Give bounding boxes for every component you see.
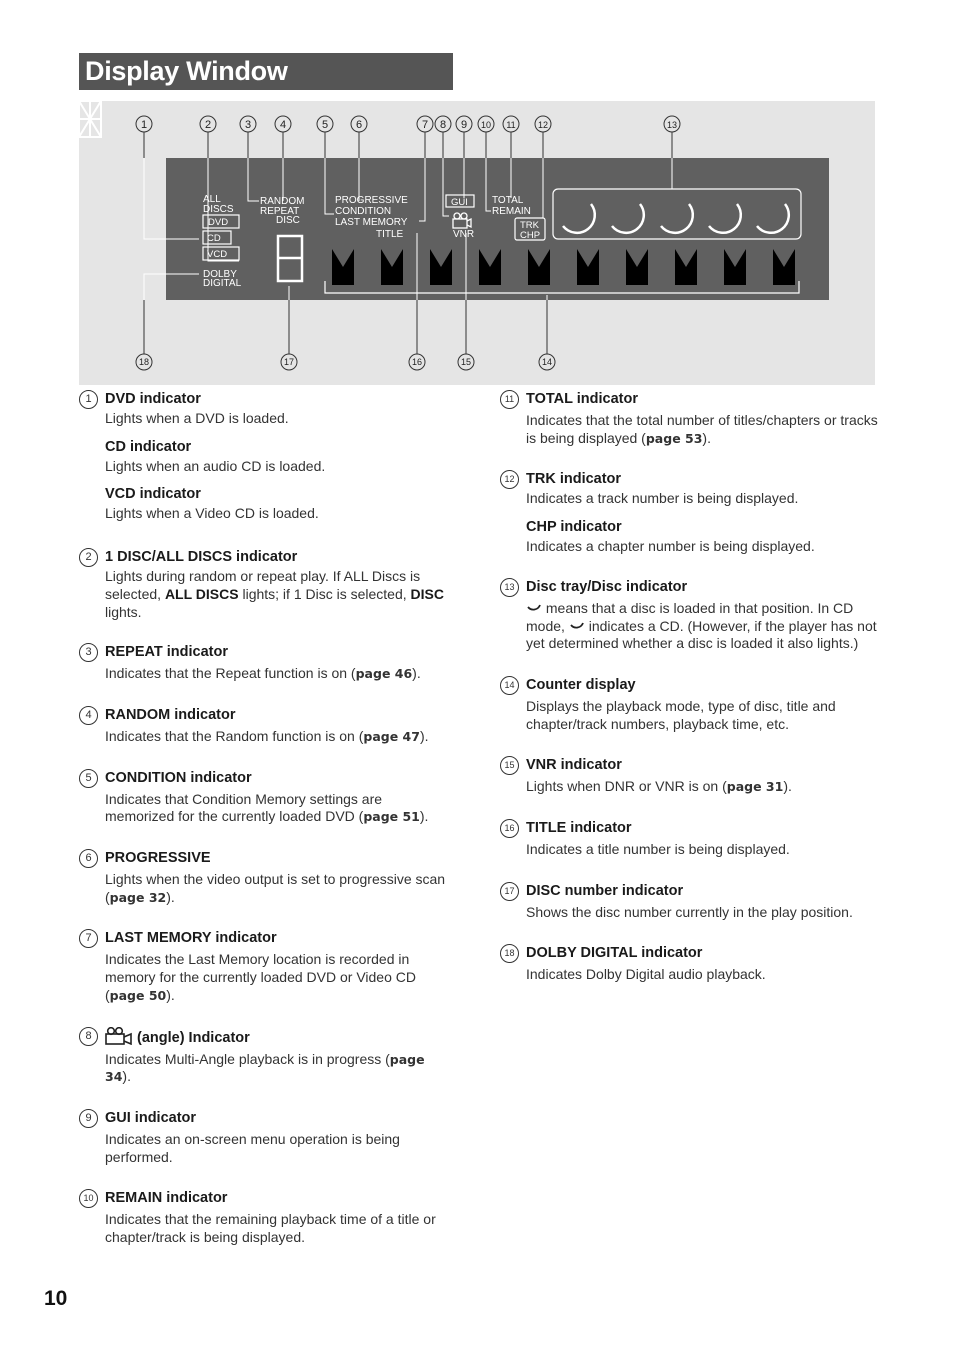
bottom-callouts xyxy=(136,354,555,370)
counter-digits xyxy=(79,101,101,137)
svg-text:REPEAT: REPEAT xyxy=(260,206,300,217)
callout-number: 17 xyxy=(500,882,519,901)
entry-description: Shows the disc number currently in the play position. xyxy=(526,903,853,920)
callout-6 xyxy=(351,116,367,132)
svg-text:8: 8 xyxy=(439,119,447,131)
svg-text:GUI: GUI xyxy=(451,197,468,208)
callout-9 xyxy=(456,116,472,132)
callout-4 xyxy=(275,116,291,132)
entry-title: TRK indicator xyxy=(526,471,622,488)
svg-text:14: 14 xyxy=(541,357,553,367)
disc-arc-icon xyxy=(526,603,542,615)
entry-title: 1 DISC/ALL DISCS indicator xyxy=(105,549,298,566)
entry-title: (angle) Indicator xyxy=(105,1027,451,1048)
entry-last-memory-indicator xyxy=(79,929,451,1004)
callout-number: 16 xyxy=(500,819,519,838)
entry-total-indicator xyxy=(500,390,878,447)
entry-description: Indicates that the Random function is on (page 47). xyxy=(105,727,429,744)
entry-disc-indicator xyxy=(79,548,451,621)
callout-2 xyxy=(200,116,216,132)
svg-text:DISC: DISC xyxy=(276,215,300,226)
callout-10 xyxy=(478,116,494,132)
entry-description: Indicates that the Repeat function is on (page 46). xyxy=(105,665,421,682)
entry-title: CHP indicator xyxy=(526,519,622,536)
svg-text:4: 4 xyxy=(279,119,287,131)
svg-text:TITLE: TITLE xyxy=(376,229,404,240)
callout-7 xyxy=(417,116,433,132)
entry-progressive-indicator xyxy=(79,849,451,906)
callout-13 xyxy=(664,116,680,132)
entry-description: Indicates an on-screen menu operation is being performed. xyxy=(105,1130,400,1165)
entry-title: GUI indicator xyxy=(105,1109,197,1126)
svg-text:DIGITAL: DIGITAL xyxy=(203,278,242,289)
angle-icon xyxy=(105,1027,133,1045)
svg-text:VNR: VNR xyxy=(453,229,475,240)
callout-number: 15 xyxy=(500,756,519,775)
entry-description: Indicates that the remaining playback time of a title or chapter/track is being displayed. xyxy=(105,1211,436,1246)
svg-text:7: 7 xyxy=(421,119,429,131)
section-header xyxy=(79,53,453,90)
svg-text:ALL: ALL xyxy=(203,194,221,205)
callout-number: 18 xyxy=(500,944,519,963)
display-diagram-svg xyxy=(79,101,875,385)
entry-description: Lights when the video output is set to progressive scan (page 32). xyxy=(105,871,446,905)
callout-number: 7 xyxy=(79,929,98,948)
entry-random-indicator xyxy=(79,706,451,746)
svg-text:18: 18 xyxy=(138,357,150,367)
entry-description: Lights when an audio CD is loaded. xyxy=(105,457,326,474)
entry-trk-indicator xyxy=(500,470,878,555)
svg-text:10: 10 xyxy=(480,120,492,130)
svg-text:3: 3 xyxy=(244,119,252,131)
callout-8 xyxy=(435,116,451,132)
entry-description: Indicates a chapter number is being displayed. xyxy=(526,538,815,555)
callout-1 xyxy=(136,116,152,132)
callout-number: 13 xyxy=(500,578,519,597)
svg-text:RANDOM: RANDOM xyxy=(260,196,305,207)
entry-description: Indicates Dolby Digital audio playback. xyxy=(526,966,766,983)
callout-number: 1 xyxy=(79,390,98,409)
svg-text:12: 12 xyxy=(537,120,549,130)
entry-title: RANDOM indicator xyxy=(105,706,236,723)
entry-description: Lights when a DVD is loaded. xyxy=(105,410,289,426)
entry-description: Lights when a Video CD is loaded. xyxy=(105,505,319,522)
entry-title: VCD indicator xyxy=(105,486,201,503)
callout-number: 10 xyxy=(79,1189,98,1208)
callout-number: 2 xyxy=(79,548,98,567)
entry-title-indicator xyxy=(500,819,878,859)
svg-text:PROGRESSIVE: PROGRESSIVE xyxy=(335,195,408,206)
svg-text:CHP: CHP xyxy=(520,230,541,241)
callout-3 xyxy=(240,116,256,132)
right-column xyxy=(500,390,878,984)
svg-text:CD: CD xyxy=(207,233,221,244)
page-title: Display Window xyxy=(85,56,288,86)
callout-number: 11 xyxy=(500,390,519,409)
entry-description: Indicates a track number is being displayed. xyxy=(526,490,799,507)
entry-description: Indicates Multi-Angle playback is in progress (page 34). xyxy=(105,1050,425,1085)
callout-5 xyxy=(317,116,333,132)
entry-dvd-indicator xyxy=(79,390,451,523)
callout-17 xyxy=(281,354,297,370)
entry-description: Lights during random or repeat play. If ALL Discs is selected, ALL DISCS lights; if 1 Disc is selected, DISC lights. xyxy=(105,568,444,620)
svg-text:DVD: DVD xyxy=(208,217,229,228)
disc-arc-icon xyxy=(569,621,585,633)
callout-number: 9 xyxy=(79,1109,98,1128)
page-number: 10 xyxy=(44,1287,68,1310)
svg-text:DOLBY: DOLBY xyxy=(203,269,237,280)
svg-text:VCD: VCD xyxy=(207,249,228,260)
entry-repeat-indicator xyxy=(79,643,451,683)
svg-text:13: 13 xyxy=(666,120,678,130)
svg-text:TOTAL: TOTAL xyxy=(492,195,524,206)
entry-remain-indicator xyxy=(79,1189,451,1246)
svg-text:5: 5 xyxy=(321,119,329,131)
entry-description: Indicates that the total number of titles/chapters or tracks is being displayed (page 53). xyxy=(526,412,878,446)
entry-title: Disc tray/Disc indicator xyxy=(526,578,688,595)
counter-digit xyxy=(79,101,101,137)
entry-title: PROGRESSIVE xyxy=(105,850,211,867)
svg-text:1: 1 xyxy=(140,119,148,131)
display-window-diagram xyxy=(79,101,875,385)
callout-number: 8 xyxy=(79,1027,98,1046)
callout-12 xyxy=(535,116,551,132)
entry-disc-number-indicator xyxy=(500,882,878,922)
entry-title: TITLE indicator xyxy=(526,820,632,837)
callout-number: 4 xyxy=(79,706,98,725)
entry-description: Displays the playback mode, type of disc, title and chapter/track numbers, playback time, etc. xyxy=(526,697,836,732)
callout-number: 6 xyxy=(79,849,98,868)
entry-dolby-digital-indicator xyxy=(500,944,878,984)
entry-title: CONDITION indicator xyxy=(105,769,252,786)
svg-text:15: 15 xyxy=(460,357,472,367)
entry-title: Counter display xyxy=(526,676,636,693)
callout-16 xyxy=(409,354,425,370)
svg-text:DISCS: DISCS xyxy=(203,204,234,215)
entry-title: VNR indicator xyxy=(526,757,622,774)
callout-14 xyxy=(539,354,555,370)
entry-title: LAST MEMORY indicator xyxy=(105,930,277,947)
entry-title: REMAIN indicator xyxy=(105,1190,228,1207)
entry-title: DISC number indicator xyxy=(526,882,684,899)
svg-text:16: 16 xyxy=(411,357,423,367)
svg-text:CONDITION: CONDITION xyxy=(335,206,392,217)
svg-text:TRK: TRK xyxy=(520,220,539,231)
entry-description: Lights when DNR or VNR is on (page 31). xyxy=(526,778,792,795)
svg-text:2: 2 xyxy=(204,119,212,131)
svg-text:11: 11 xyxy=(506,120,516,130)
svg-text:9: 9 xyxy=(460,119,468,131)
entry-title: DVD indicator xyxy=(105,391,201,407)
callout-18 xyxy=(136,354,152,370)
top-callouts xyxy=(136,116,680,132)
svg-text:17: 17 xyxy=(283,357,295,367)
svg-text:6: 6 xyxy=(355,119,363,131)
entry-angle-indicator xyxy=(79,1027,451,1086)
entry-title: CD indicator xyxy=(105,438,192,455)
entry-title: TOTAL indicator xyxy=(526,391,638,407)
callout-11 xyxy=(503,116,519,132)
entry-title: REPEAT indicator xyxy=(105,644,228,661)
left-column xyxy=(79,390,451,1247)
entry-description: means that a disc is loaded in that position. In CD mode, indicates a CD. (However, if the player has not yet determined whether a disc is loaded it also lights.) xyxy=(526,599,877,652)
entry-vnr-indicator xyxy=(500,756,878,796)
entry-description: Indicates a title number is being displayed. xyxy=(526,841,790,858)
callout-number: 14 xyxy=(500,676,519,695)
callout-number: 12 xyxy=(500,470,519,489)
entry-gui-indicator xyxy=(79,1109,451,1166)
svg-text:LAST MEMORY: LAST MEMORY xyxy=(335,217,408,228)
svg-text:REMAIN: REMAIN xyxy=(492,206,531,217)
callout-number: 3 xyxy=(79,643,98,662)
entry-condition-indicator xyxy=(79,769,451,826)
entry-counter-display xyxy=(500,676,878,733)
entry-disc-tray-indicator xyxy=(500,578,878,653)
entry-description: Indicates the Last Memory location is recorded in memory for the currently loaded DVD or Video CD (page 50). xyxy=(105,951,416,1003)
callout-15 xyxy=(458,354,474,370)
entry-description: Indicates that Condition Memory settings are memorized for the currently loaded DVD (page 51). xyxy=(105,790,429,825)
entry-title: DOLBY DIGITAL indicator xyxy=(526,945,703,962)
callout-number: 5 xyxy=(79,769,98,788)
